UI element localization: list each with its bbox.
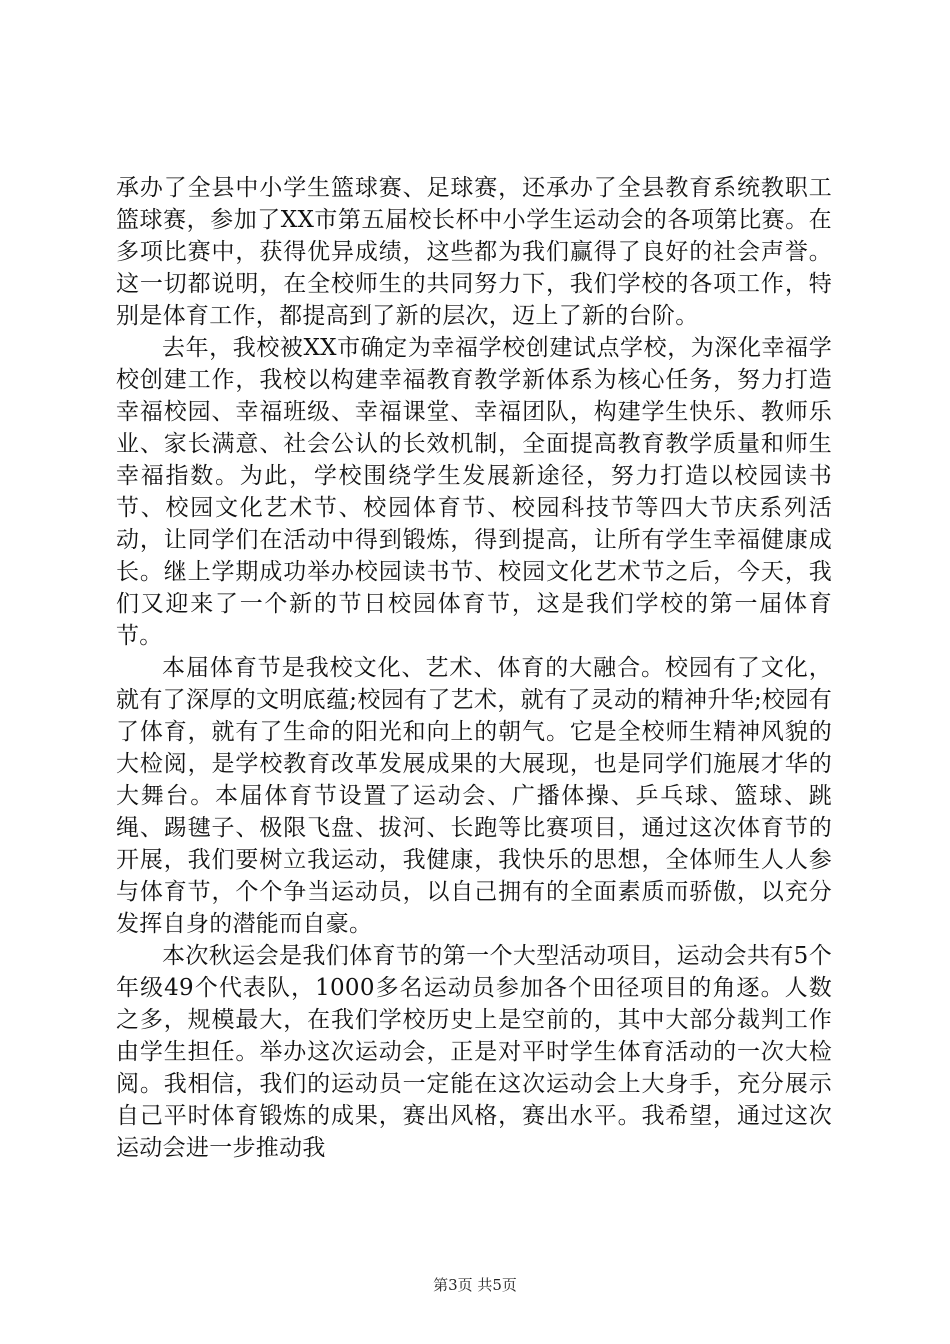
paragraph: 本次秋运会是我们体育节的第一个大型活动项目，运动会共有5个年级49个代表队，1000多名运动员参加各个田径项目的角逐。人数之多，规模最大，在我们学校历史上是空前的，其中大部分裁判工作由学生担任。举办这次运动会，正是对平时学生体育活动的一次大检阅。我相信，我们的运动员一定能在这次运动会上大身手，充分展示自己平时体育锻炼的成果，赛出风格，赛出水平。我希望，通过这次运动会进一步推动我 — [116, 943, 832, 1161]
paragraph-continued: 承办了全县中小学生篮球赛、足球赛，还承办了全县教育系统教职工篮球赛，参加了XX市第五届校长杯中小学生运动会的各项第比赛。在多项比赛中，获得优异成绩，这些都为我们赢得了良好的社会声誉。这一切都说明，在全校师生的共同努力下，我们学校的各项工作，特别是体育工作，都提高到了新的层次，迈上了新的台阶。 — [116, 175, 832, 329]
page-number-footer: 第3页 共5页 — [433, 1276, 517, 1294]
document-body — [116, 172, 832, 1164]
paragraph: 去年，我校被XX市确定为幸福学校创建试点学校，为深化幸福学校创建工作，我校以构建幸福教育教学新体系为核心任务，努力打造幸福校园、幸福班级、幸福课堂、幸福团队，构建学生快乐、教师乐业、家长满意、社会公认的长效机制，全面提高教育教学质量和师生幸福指数。为此，学校围绕学生发展新途径，努力打造以校园读书节、校园文化艺术节、校园体育节、校园科技节等四大节庆系列活动，让同学们在活动中得到锻炼，得到提高，让所有学生幸福健康成长。继上学期成功举办校园读书节、校园文化艺术节之后，今天，我们又迎来了一个新的节日校园体育节，这是我们学校的第一届体育节。 — [116, 335, 832, 649]
paragraph: 本届体育节是我校文化、艺术、体育的大融合。校园有了文化，就有了深厚的文明底蕴;校园有了艺术，就有了灵动的精神升华;校园有了体育，就有了生命的阳光和向上的朝气。它是全校师生精神风貌的大检阅，是学校教育改革发展成果的大展现，也是同学们施展才华的大舞台。本届体育节设置了运动会、广播体操、乒乓球、篮球、跳绳、踢毽子、极限飞盘、拔河、长跑等比赛项目，通过这次体育节的开展，我们要树立我运动，我健康，我快乐的思想，全体师生人人参与体育节，个个争当运动员，以自己拥有的全面素质而骄傲，以充分发挥自身的潜能而自豪。 — [116, 655, 832, 937]
